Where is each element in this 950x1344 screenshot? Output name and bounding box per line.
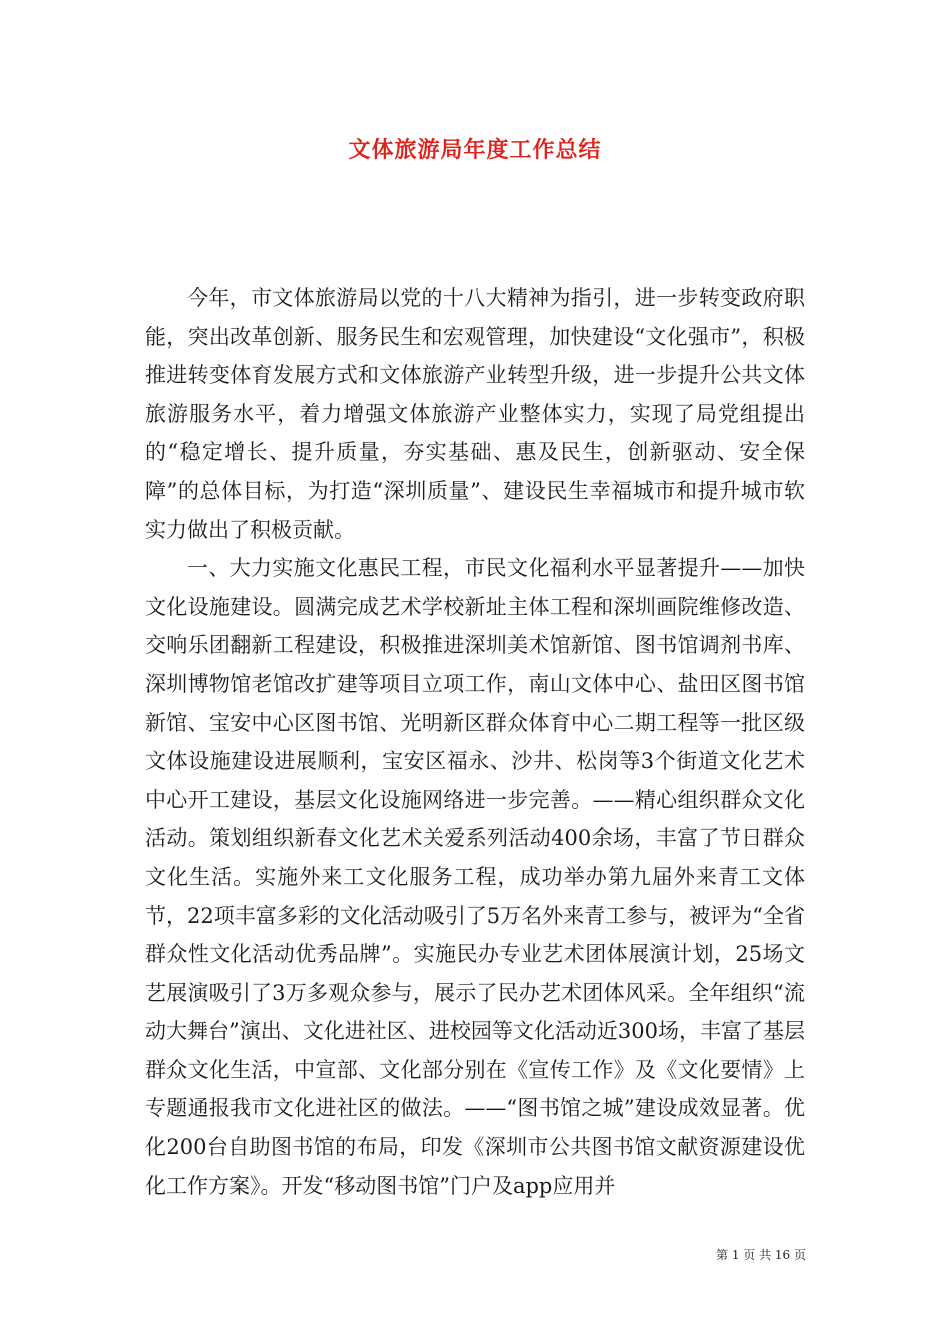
paragraph-section-one: 一、大力实施文化惠民工程，市民文化福利水平显著提升——加快文化设施建设。圆满完成艺术学校新址主体工程和深圳画院维修改造、交响乐团翻新工程建设，积极推进深圳美术馆新馆、图书馆调剂书库、深圳博物馆老馆改扩建等项目立项工作，南山文体中心、盐田区图书馆新馆、宝安中心区图书馆、光明新区群众体育中心二期工程等一批区级文体设施建设进展顺利，宝安区福永、沙井、松岗等3个街道文化艺术中心开工建设，基层文化设施网络进一步完善。——精心组织群众文化活动。策划组织新春文化艺术关爱系列活动400余场，丰富了节日群众文化生活。实施外来工文化服务工程，成功举办第九届外来青工文体节，22项丰富多彩的文化活动吸引了5万名外来青工参与，被评为“全省群众性文化活动优秀品牌”。实施民办专业艺术团体展演计划，25场文艺展演吸引了3万多观众参与，展示了民办艺术团体风采。全年组织“流动大舞台”演出、文化进社区、进校园等文化活动近300场，丰富了基层群众文化生活，中宣部、文化部分别在《宣传工作》及《文化要情》上专题通报我市文化进社区的做法。——“图书馆之城”建设成效显著。优化200台自助图书馆的布局，印发《深圳市公共图书馆文献资源建设优化工作方案》。开发“移动图书馆”门户及app应用并: [145, 556, 805, 1198]
document-body: [145, 279, 805, 1205]
page-number-footer: 第 1 页 共 16 页: [716, 1248, 806, 1262]
paragraph-intro: 今年，市文体旅游局以党的十八大精神为指引，进一步转变政府职能，突出改革创新、服务民生和宏观管理，加快建设“文化强市”，积极推进转变体育发展方式和文体旅游产业转型升级，进一步提升公共文体旅游服务水平，着力增强文体旅游产业整体实力，实现了局党组提出的“稳定增长、提升质量，夯实基础、惠及民生，创新驱动、安全保障”的总体目标，为打造“深圳质量”、建设民生幸福城市和提升城市软实力做出了积极贡献。: [145, 286, 805, 542]
page-title: 文体旅游局年度工作总结: [348, 138, 602, 163]
